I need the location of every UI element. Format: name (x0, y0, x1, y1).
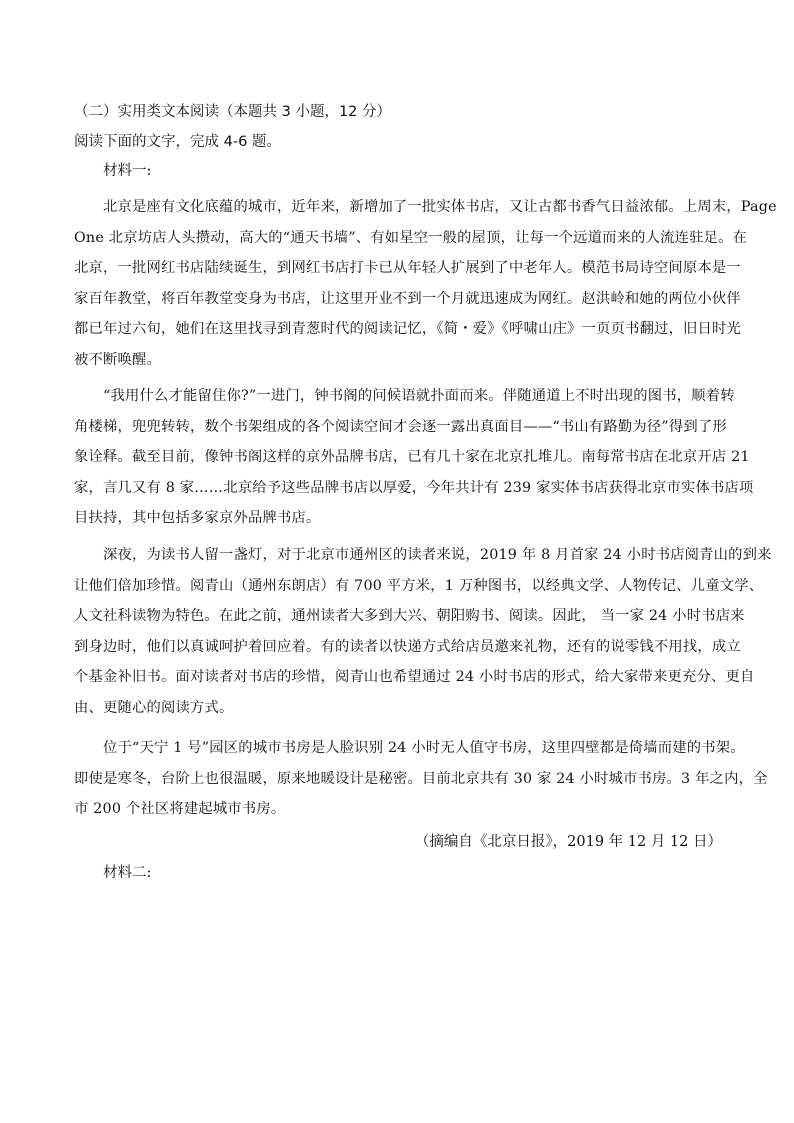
paragraph-line: 深夜，为读书人留一盏灯，对于北京市通州区的读者来说，2019 年 8 月首家 24 小时书店阅青山的到来 (103, 547, 772, 563)
paragraph-line: 都已年过六旬，她们在这里找寻到青葱时代的阅读记忆，《简・爱》《呼啸山庄》一页页书翻过，旧日时光 (74, 321, 742, 337)
paragraph-line: 北京，一批网红书店陆续诞生，到网红书店打卡已从年轻人扩展到了中老年人。模范书局诗空间原本是一 (74, 260, 741, 276)
paragraph-line: 人文社科读物为特色。在此之前，通州读者大多到大兴、朝阳购书、阅读。因此， 当一家 24 小时书店来 (74, 608, 745, 624)
paragraph-line: 即使是寒冬，台阶上也很温暖，原来地暖设计是秘密。目前北京共有 30 家 24 小时城市书房。3 年之内，全 (74, 770, 768, 787)
paragraph-line: One 北京坊店人头攒动，高大的“通天书墙”、有如星空一般的屋顶，让每一个远道而来的人流连驻足。在 (74, 229, 748, 246)
paragraph-line: 到身边时，他们以真诚呵护着回应着。有的读者以快递方式给店员邀来礼物，还有的说零钱不用找，成立 (74, 638, 741, 655)
paragraph-line: 位于“天宁 1 号”园区的城市书房是人脸识别 24 小时无人值守书房，这里四壁都是倚墙而建的书架。 (103, 740, 745, 756)
instruction-text: 阅读下面的文字，完成 4-6 题。 (74, 134, 281, 150)
section-title: （二）实用类文本阅读（本题共 3 小题，12 分） (74, 104, 392, 120)
paragraph-line: 由、更随心的阅读方式。 (74, 699, 234, 716)
paragraph-line: 个基金补旧书。面对读者对书店的珍惜，阅青山也希望通过 24 小时书店的形式，给大家带来更充分、更自 (74, 669, 755, 685)
material-two-label: 材料二: (103, 865, 152, 881)
paragraph-line: 市 200 个社区将建起城市书房。 (74, 801, 286, 817)
paragraph-line: 家百年教堂，将百年教堂变身为书店，让这里开业不到一个月就迅速成为网红。赵洪岭和她的两位小伙伴 (74, 290, 741, 307)
paragraph-line: 北京是座有文化底蕴的城市，近年来，新增加了一批实体书店，又让古都书香气日益浓郁。上周末，Page (103, 199, 777, 215)
paragraph-1 (74, 192, 777, 375)
paragraph-line: 被不断唤醒。 (74, 351, 161, 368)
paragraph-line: 象诠释。截至目前，像钟书阁这样的京外品牌书店，已有几十家在北京扎堆儿。南每常书店在北京开店 21 (74, 449, 750, 465)
paragraph-4 (74, 733, 768, 825)
source-citation: （摘编自《北京日报》，2019 年 12 月 12 日） (414, 834, 722, 850)
paragraph-line: 让他们倍加珍惜。阅青山（通州东朗店）有 700 平方米，1 万种图书，以经典文学、人物传记、儿童文学、 (74, 577, 764, 594)
paragraph-2 (74, 381, 754, 534)
material-one-label: 材料一: (103, 163, 152, 179)
paragraph-line: “我用什么才能留住你?”一进门，钟书阁的问候语就扑面而来。伴随通道上不时出现的图书，顺着转 (103, 388, 735, 404)
paragraph-line: 家，言几又有 8 家……北京给予这些品牌书店以厚爱，今年共计有 239 家实体书店获得北京市实体书店项 (74, 479, 754, 496)
paragraph-line: 角楼梯，兜兜转转，数个书架组成的各个阅读空间才会逐一露出真面目——“书山有路勤为径”得到了形 (74, 418, 727, 435)
paragraph-line: 目扶持，其中包括多家京外品牌书店。 (74, 510, 321, 526)
paragraph-3 (74, 540, 772, 723)
